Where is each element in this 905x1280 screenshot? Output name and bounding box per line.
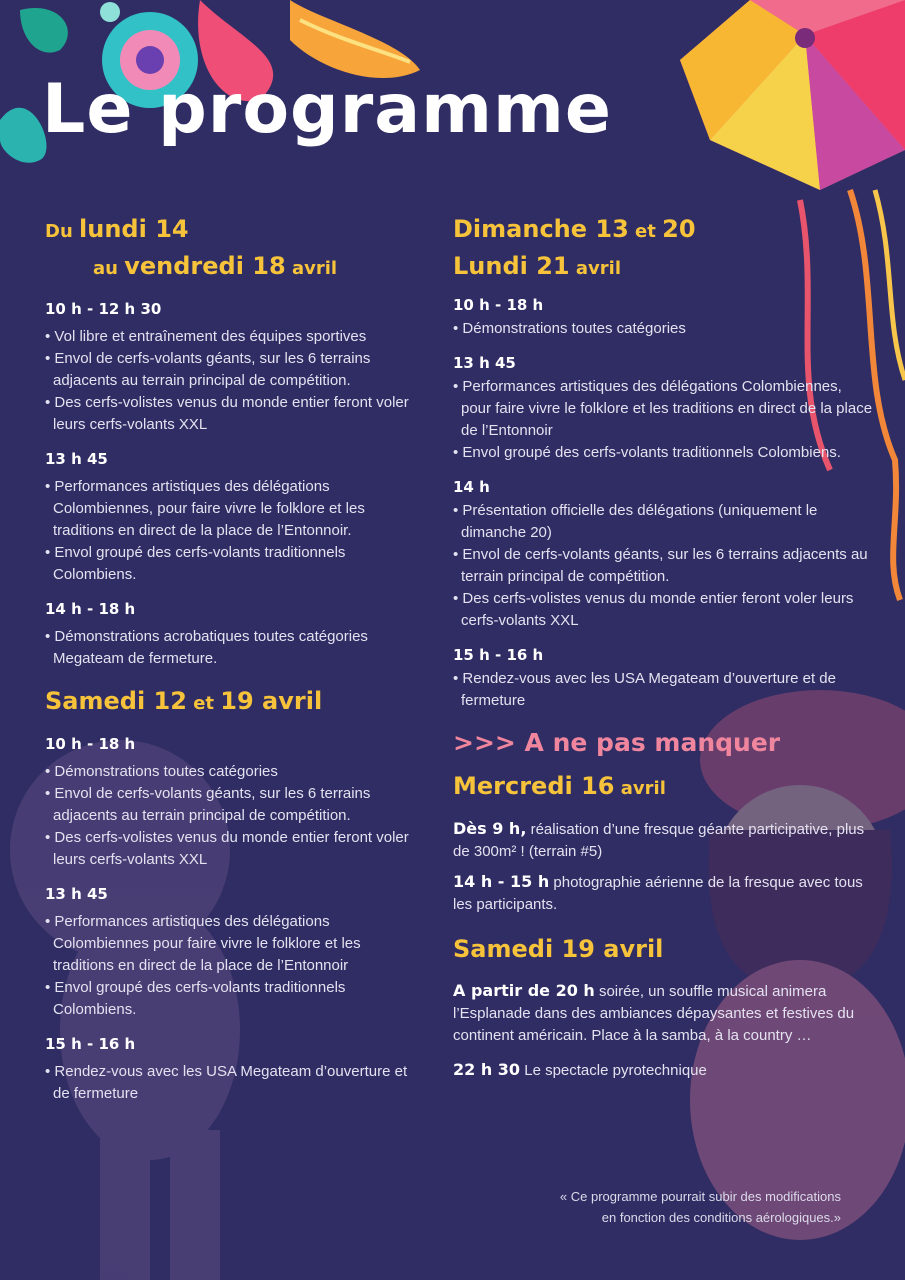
sunday-slot	[453, 478, 873, 632]
saturday19-paragraph-1	[453, 980, 873, 1047]
saturday19-heading: Samedi 19 avril	[453, 935, 664, 963]
week-slot	[45, 600, 425, 670]
list-item: • Des cerfs-volistes venus du monde entier feront voler leurs cerfs-volants XXL	[45, 827, 425, 871]
saturday-heading-et: et	[186, 693, 221, 714]
wednesday-text-1: réalisation d’une fresque géante participative, plus de 300m² ! (terrain #5)	[453, 821, 865, 860]
wednesday-paragraph-2	[453, 871, 873, 916]
list-item: • Performances artistiques des délégations Colombiennes, pour faire vivre le folklore et les traditions en direct de la place de l’Entonnoir.	[45, 476, 425, 542]
saturday-slot	[45, 735, 425, 871]
wednesday-paragraph-1	[453, 818, 873, 863]
list-item: • Envol de cerfs-volants géants, sur les 6 terrains adjacents au terrain principal de compétition.	[453, 544, 873, 588]
week-heading-avril: avril	[285, 258, 338, 279]
list-item: • Envol groupé des cerfs-volants traditionnels Colombiens.	[45, 542, 425, 586]
wednesday-time-2: 14 h - 15 h	[453, 872, 550, 891]
wednesday-text-2: photographie aérienne de la fresque avec tous les participants.	[453, 874, 863, 913]
slot-time: 10 h - 12 h 30	[45, 300, 162, 318]
slot-time: 14 h - 18 h	[45, 600, 136, 618]
slot-time: 14 h	[453, 478, 490, 496]
slot-time: 15 h - 16 h	[453, 646, 544, 664]
list-item: • Des cerfs-volistes venus du monde entier feront voler leurs cerfs-volants XXL	[45, 392, 425, 436]
list-item: • Rendez-vous avec les USA Megateam d’ouverture et de fermeture	[453, 668, 873, 712]
week-slot	[45, 300, 425, 436]
saturday19-time-2: 22 h 30	[453, 1060, 521, 1079]
week-heading-du: Du	[45, 221, 80, 242]
monday-heading-avril: avril	[569, 258, 621, 279]
slot-time: 13 h 45	[453, 354, 516, 372]
week-slot	[45, 450, 425, 586]
slot-time: 10 h - 18 h	[453, 296, 544, 314]
week-heading-vendredi: vendredi 18	[124, 252, 286, 280]
sunday-heading-c: 20	[662, 215, 696, 243]
list-item: • Démonstrations toutes catégories	[45, 761, 425, 783]
list-item: • Démonstrations acrobatiques toutes catégories Megateam de fermeture.	[45, 626, 425, 670]
list-item: • Envol de cerfs-volants géants, sur les 6 terrains adjacents au terrain principal de compétition.	[45, 348, 425, 392]
right-column	[453, 212, 873, 1082]
sunday-heading-et: et	[628, 221, 663, 242]
slot-time: 15 h - 16 h	[45, 1035, 136, 1053]
left-column	[45, 212, 425, 1105]
saturday-heading-c: 19 avril	[220, 687, 323, 715]
saturday-slot	[45, 1035, 425, 1105]
wednesday-time-1: Dès 9 h,	[453, 819, 527, 838]
week-heading	[45, 212, 425, 286]
saturday-heading	[45, 684, 425, 721]
list-item: • Performances artistiques des délégations Colombiennes, pour faire vivre le folklore et les traditions en direct de la place de l’Entonnoir	[453, 376, 873, 442]
saturday-slot	[45, 885, 425, 1021]
slot-time: 10 h - 18 h	[45, 735, 136, 753]
saturday19-text-1: soirée, un souffle musical animera l’Esplanade dans des ambiances dépaysantes et festives du continent américain. Place à la samba, à la country …	[453, 983, 855, 1044]
sunday-slot	[453, 354, 873, 464]
list-item: • Présentation officielle des délégations (uniquement le dimanche 20)	[453, 500, 873, 544]
saturday19-time-1: A partir de 20 h	[453, 981, 595, 1000]
sunday-slot	[453, 296, 873, 340]
page-title: Le programme	[42, 70, 612, 149]
saturday19-paragraph-2	[453, 1059, 873, 1082]
week-heading-lundi: lundi 14	[79, 215, 189, 243]
disclaimer-note	[481, 1186, 841, 1228]
list-item: • Des cerfs-volistes venus du monde entier feront voler leurs cerfs-volants XXL	[453, 588, 873, 632]
wednesday-heading	[453, 769, 873, 806]
sunday-heading-a: Dimanche 13	[453, 215, 629, 243]
highlight-heading: >>> A ne pas manquer	[453, 728, 781, 757]
list-item: • Envol groupé des cerfs-volants traditionnels Colombiens.	[45, 977, 425, 1021]
list-item: • Envol de cerfs-volants géants, sur les 6 terrains adjacents au terrain principal de compétition.	[45, 783, 425, 827]
saturday-heading-a: Samedi 12	[45, 687, 187, 715]
list-item: • Envol groupé des cerfs-volants traditionnels Colombiens.	[453, 442, 873, 464]
disclaimer-line-1: « Ce programme pourrait subir des modifications	[559, 1189, 841, 1204]
saturday19-text-2: Le spectacle pyrotechnique	[520, 1062, 707, 1079]
monday-heading-a: Lundi 21	[453, 252, 570, 280]
list-item: • Démonstrations toutes catégories	[453, 318, 873, 340]
wednesday-heading-avril: avril	[614, 778, 666, 799]
sunday-slot	[453, 646, 873, 712]
list-item: • Vol libre et entraînement des équipes sportives	[45, 326, 425, 348]
week-heading-au: au	[93, 258, 125, 279]
slot-time: 13 h 45	[45, 885, 108, 903]
slot-time: 13 h 45	[45, 450, 108, 468]
disclaimer-line-2: en fonction des conditions aérologiques.»	[601, 1210, 841, 1225]
list-item: • Rendez-vous avec les USA Megateam d’ouverture et de fermeture	[45, 1061, 425, 1105]
sunday-monday-heading	[453, 212, 873, 286]
wednesday-heading-a: Mercredi 16	[453, 772, 615, 800]
list-item: • Performances artistiques des délégations Colombiennes pour faire vivre le folklore et les traditions en direct de la place de l’Entonnoir	[45, 911, 425, 977]
